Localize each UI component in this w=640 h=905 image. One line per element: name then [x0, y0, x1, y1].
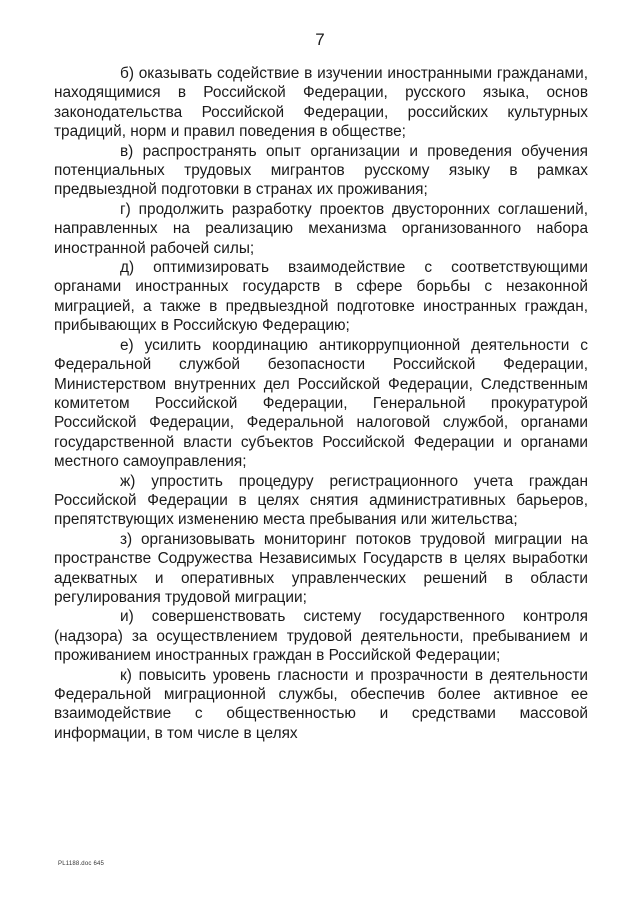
paragraph-i: и) совершенствовать систему государственного контроля (надзора) за осуществлением трудовой деятельности, пребыванием и проживанием иностранных граждан в Российской Федерации;: [54, 608, 588, 665]
paragraph-z: з) организовывать мониторинг потоков трудовой миграции на пространстве Содружества Независимых Государств в целях выработки адекватных и оперативных управленческих решений в области регулирования трудовой миграции;: [54, 530, 588, 606]
footer-document-code: PL1188.doc 645: [58, 861, 105, 867]
paragraph-e: е) усилить координацию антикоррупционной деятельности с Федеральной службой безопасности Российской Федерации, Министерством внутренних дел Российской Федерации, Следственным комитетом Российской Федерации, Генеральной прокуратурой Российской Федерации, Федеральной налоговой службой, органами государственной власти субъектов Российской Федерации и органами местного самоуправления;: [54, 336, 588, 471]
paragraph-d: д) оптимизировать взаимодействие с соответствующими органами иностранных государств в сфере борьбы с незаконной миграцией, а также в предвыездной подготовке иностранных граждан, прибывающих в Российскую Федерацию;: [54, 259, 588, 335]
page-number: 7: [315, 30, 325, 49]
paragraph-k: к) повысить уровень гласности и прозрачности в деятельности Федеральной миграционной службы, обеспечив более активное ее взаимодействие с общественностью и средствами массовой информации, в том числе в целях: [54, 666, 588, 742]
paragraph-g: г) продолжить разработку проектов двусторонних соглашений, направленных на реализацию механизма организованного набора иностранной рабочей силы;: [54, 200, 588, 257]
document-body: [54, 64, 588, 743]
paragraph-b: б) оказывать содействие в изучении иностранными гражданами, находящимися в Российской Федерации, русского языка, основ законодательства Российской Федерации, российских культурных традиций, норм и правил поведения в обществе;: [54, 65, 588, 141]
paragraph-v: в) распространять опыт организации и проведения обучения потенциальных трудовых мигрантов русскому языку в рамках предвыездной подготовки в странах их проживания;: [54, 142, 588, 199]
paragraph-zh: ж) упростить процедуру регистрационного учета граждан Российской Федерации в целях снятия административных барьеров, препятствующих изменению места пребывания или жительства;: [54, 472, 588, 529]
